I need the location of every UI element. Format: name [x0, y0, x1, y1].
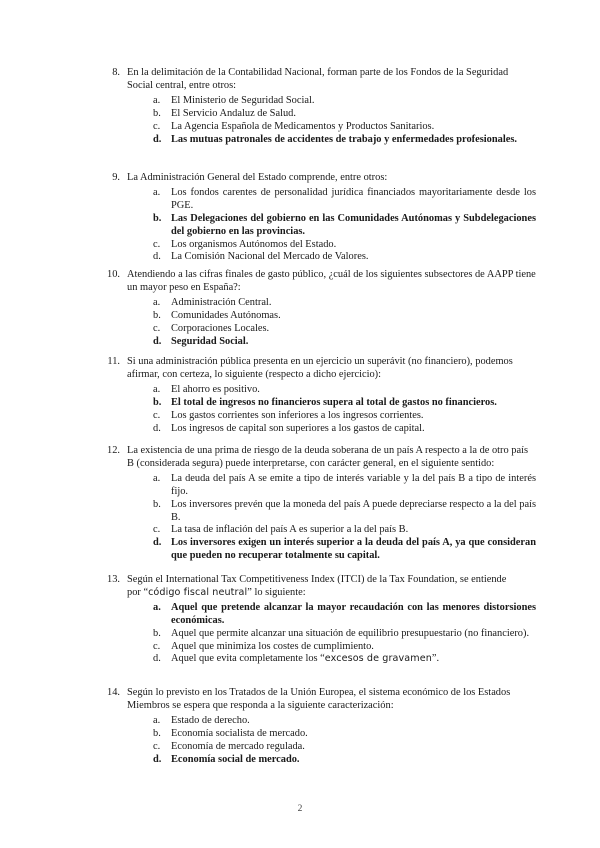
option-text: La deuda del país A se emite a tipo de interés variable y la del país B a tipo de interés fijo.	[171, 472, 536, 497]
option-text: Aquel que pretende alcanzar la mayor recaudación con las menores distorsiones económicas.	[171, 601, 536, 626]
option-letter: c.	[153, 409, 161, 421]
stem-text: ” lo siguiente:	[247, 586, 306, 598]
option-letter: c.	[153, 740, 161, 752]
option-list	[106, 715, 536, 767]
option-letter: a.	[153, 714, 161, 726]
option-text: El total de ingresos no financieros supera al total de gastos no financieros.	[171, 396, 497, 408]
option-list	[106, 473, 536, 563]
option-d-correct	[106, 754, 536, 767]
option-letter: d.	[153, 753, 162, 765]
question-stem: Según lo previsto en los Tratados de la Unión Europea, el sistema económico de los Estados Miembros se espera que responda a la siguiente caracterización:	[127, 687, 511, 711]
option-c	[106, 641, 536, 654]
option-text: Los organismos Autónomos del Estado.	[171, 238, 337, 250]
question-number: 11.	[107, 356, 120, 367]
option-list	[106, 384, 536, 436]
option-text: Administración Central.	[171, 296, 272, 308]
option-text: El Ministerio de Seguridad Social.	[171, 94, 315, 106]
option-a	[106, 473, 536, 499]
option-c	[106, 239, 536, 252]
option-text: Los inversores exigen un interés superior a la deuda del país A, ya que consideran que pueden no recuperar totalmente su capital.	[171, 537, 536, 562]
option-letter: b.	[153, 396, 162, 408]
option-c	[106, 410, 536, 423]
option-c	[106, 323, 536, 336]
option-d	[106, 423, 536, 436]
option-d	[106, 653, 536, 666]
option-a	[106, 715, 536, 728]
option-letter: d.	[153, 422, 161, 434]
option-letter: d.	[153, 133, 162, 145]
question-stem: La existencia de una prima de riesgo de la deuda soberana de un país A respecto a la de otro país B (considerada segura) puede interpretarse, con carácter general, en el siguiente sentido:	[127, 445, 529, 469]
question-13	[106, 574, 536, 666]
stem-text: Según el International Tax Competitiveness Index (ITCI) de la Tax Foundation, se entiende	[127, 574, 507, 585]
option-b	[106, 628, 536, 641]
question-9	[106, 172, 536, 264]
question-11	[106, 356, 536, 435]
option-c	[106, 741, 536, 754]
option-b	[106, 728, 536, 741]
option-b	[106, 310, 536, 323]
option-text: Los gastos corrientes son inferiores a los ingresos corrientes.	[171, 409, 424, 421]
question-stem: Atendiendo a las cifras finales de gasto público, ¿cuál de los siguientes subsectores de AAPP tiene un mayor peso en España?:	[127, 269, 536, 293]
option-text: Comunidades Autónomas.	[171, 309, 281, 321]
option-b	[106, 499, 536, 525]
option-a	[106, 187, 536, 213]
option-letter: b.	[153, 498, 161, 510]
option-letter: b.	[153, 727, 161, 739]
question-number: 13.	[107, 574, 120, 585]
option-text: El ahorro es positivo.	[171, 383, 260, 395]
question-stem: Si una administración pública presenta en un ejercicio un superávit (no financiero), podemos afirmar, con certeza, lo siguiente (respecto a dicho ejercicio):	[127, 356, 513, 380]
option-letter: a.	[153, 601, 161, 613]
quoted-term: excesos de gravamen	[324, 653, 432, 665]
option-letter: c.	[153, 238, 161, 250]
option-text: La Comisión Nacional del Mercado de Valores.	[171, 251, 369, 263]
question-number: 9.	[112, 172, 120, 183]
question-stem: La Administración General del Estado comprende, entre otros:	[127, 172, 388, 183]
option-letter: a.	[153, 186, 161, 198]
option-text: Corporaciones Locales.	[171, 322, 270, 334]
option-list	[106, 297, 536, 349]
option-text: La tasa de inflación del país A es superior a la del país B.	[171, 524, 409, 536]
question-number: 12.	[107, 445, 120, 456]
question-number: 14.	[107, 687, 120, 698]
option-d-correct	[106, 134, 536, 147]
option-letter: c.	[153, 524, 161, 536]
option-letter: a.	[153, 94, 161, 106]
page-number: 2	[297, 804, 303, 814]
option-a	[106, 297, 536, 310]
question-14	[106, 687, 536, 766]
option-text: Economía de mercado regulada.	[171, 740, 305, 752]
option-text: Aquel que permite alcanzar una situación de equilibrio presupuestario (no financiero).	[171, 627, 530, 639]
question-10	[106, 269, 536, 348]
option-letter: a.	[153, 383, 161, 395]
option-text: Estado de derecho.	[171, 714, 250, 726]
question-number: 10.	[107, 269, 120, 280]
option-letter: d.	[153, 335, 162, 347]
option-text: Los inversores prevén que la moneda del país A puede depreciarse respecto a la del país B.	[171, 498, 536, 523]
stem-text: por “	[127, 586, 149, 598]
option-text: Seguridad Social.	[171, 335, 249, 347]
option-text: El Servicio Andaluz de Salud.	[171, 107, 296, 119]
option-a	[106, 384, 536, 397]
question-8	[106, 67, 536, 146]
option-letter: d.	[153, 537, 162, 549]
option-c	[106, 524, 536, 537]
option-text: Aquel que evita completamente los “	[171, 653, 325, 665]
option-text: Las Delegaciones del gobierno en las Comunidades Autónomas y Subdelegaciones del gobierno en las provincias.	[171, 212, 536, 237]
option-letter: a.	[153, 472, 161, 484]
question-number: 8.	[112, 67, 120, 78]
option-list	[106, 602, 536, 667]
option-letter: a.	[153, 296, 161, 308]
option-letter: d.	[153, 251, 161, 263]
option-d-correct	[106, 336, 536, 349]
option-a	[106, 95, 536, 108]
option-text: Los fondos carentes de personalidad jurídica financiados mayoritariamente desde los PGE.	[171, 186, 536, 211]
option-text: Los ingresos de capital son superiores a los gastos de capital.	[171, 422, 425, 434]
option-letter: b.	[153, 309, 161, 321]
option-letter: c.	[153, 640, 161, 652]
option-d-correct	[106, 537, 536, 563]
option-letter: c.	[153, 120, 161, 132]
option-b	[106, 108, 536, 121]
option-d	[106, 251, 536, 264]
question-12	[106, 445, 536, 563]
question-stem: En la delimitación de la Contabilidad Nacional, forman parte de los Fondos de la Seguridad Social central, entre otros:	[127, 67, 509, 91]
option-b-correct	[106, 213, 536, 239]
quoted-term: código fiscal neutral	[148, 586, 248, 598]
option-list	[106, 95, 536, 147]
option-letter: d.	[153, 653, 161, 665]
option-text: Aquel que minimiza los costes de cumplimiento.	[171, 640, 374, 652]
option-text: La Agencia Española de Medicamentos y Productos Sanitarios.	[171, 120, 435, 132]
option-letter: c.	[153, 322, 161, 334]
option-list	[106, 187, 536, 264]
option-text: ”.	[431, 653, 440, 665]
question-stem	[127, 574, 536, 600]
option-letter: b.	[153, 107, 161, 119]
option-text: Economía social de mercado.	[171, 753, 300, 765]
option-text: Las mutuas patronales de accidentes de trabajo y enfermedades profesionales.	[171, 133, 517, 145]
option-letter: b.	[153, 627, 161, 639]
option-b-correct	[106, 397, 536, 410]
option-letter: b.	[153, 212, 162, 224]
option-a-correct	[106, 602, 536, 628]
option-text: Economía socialista de mercado.	[171, 727, 308, 739]
option-c	[106, 121, 536, 134]
